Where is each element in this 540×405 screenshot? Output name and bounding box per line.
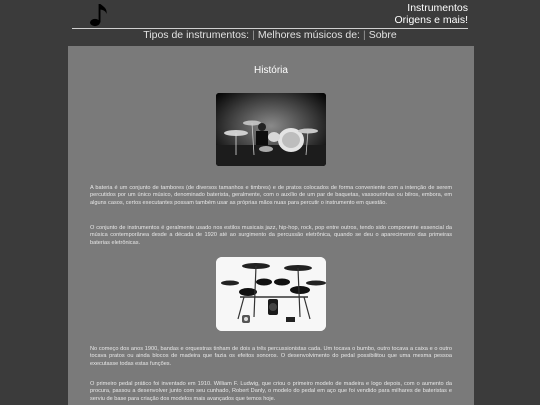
brand-line-1: Instrumentos [407,2,468,14]
nav-item-melhores-musicos[interactable]: Melhores músicos de: [257,29,360,41]
main-nav [0,29,540,43]
paragraph-3: No começo dos anos 1900, bandas e orquestras tinham de dois a três percussionistas cada. Um tocava o bumbo, outro tocava a caixa e o outro tocava pratos ou ainda blocos de madeira que fazia os efeitos sonoros. O desenvolvimento do pedal possibilitou que uma mesma pessoa executasse todas estas funções. [90,345,452,367]
vintage-drum-kit-image [216,93,326,166]
music-note-icon[interactable] [88,2,110,28]
brand-line-2: Origens e mais! [394,14,468,26]
site-header [0,0,540,46]
nav-item-tipos-de-instrumentos[interactable]: Tipos de instrumentos: [143,29,250,41]
brand-title[interactable] [394,2,468,26]
nav-separator: | [252,29,255,41]
paragraph-1: A bateria é um conjunto de tambores (de diversos tamanhos e timbres) e de pratos colocados de forma conveniente com a intenção de serem percutidos por um único músico, denominado baterista, geralmente, com o auxílio de um par de baquetas, vassourinhas ou bilros, embora, em alguns casos, certos executantes possam também usar as próprias mãos nuas para percutir o instrumento em questão. [90,184,452,206]
paragraph-2: O conjunto de instrumentos é geralmente usado nos estilos musicais jazz, hip-hop, rock, pop entre outros, tendo sido componente essencial da música contemporânea desde a década de 1920 até ao surgimento da percussão eletrônica, quando se deu o aparecimento das primeiras baterias eletrônicas. [90,224,452,246]
nav-separator: | [362,29,366,41]
vintage-drum-kit-photo [216,93,326,166]
page-title: História [254,65,288,76]
nav-item-sobre[interactable]: Sobre [368,29,397,41]
electronic-drum-kit-image [216,257,326,331]
electronic-drum-kit-photo [216,257,326,331]
paragraph-4: O primeiro pedal prático foi inventado em 1910. William F. Ludwig, que criou o primeiro modelo de madeira e logo depois, com o aumento da procura, passou a desenvolver junto com seu cunhado, Robert Danly, o modelo do pedal em aço que foi vendido para milhares de bateristas e serviu de base para criação dos modelos mais avançados que temos hoje. [90,380,452,402]
main-content [68,46,474,405]
